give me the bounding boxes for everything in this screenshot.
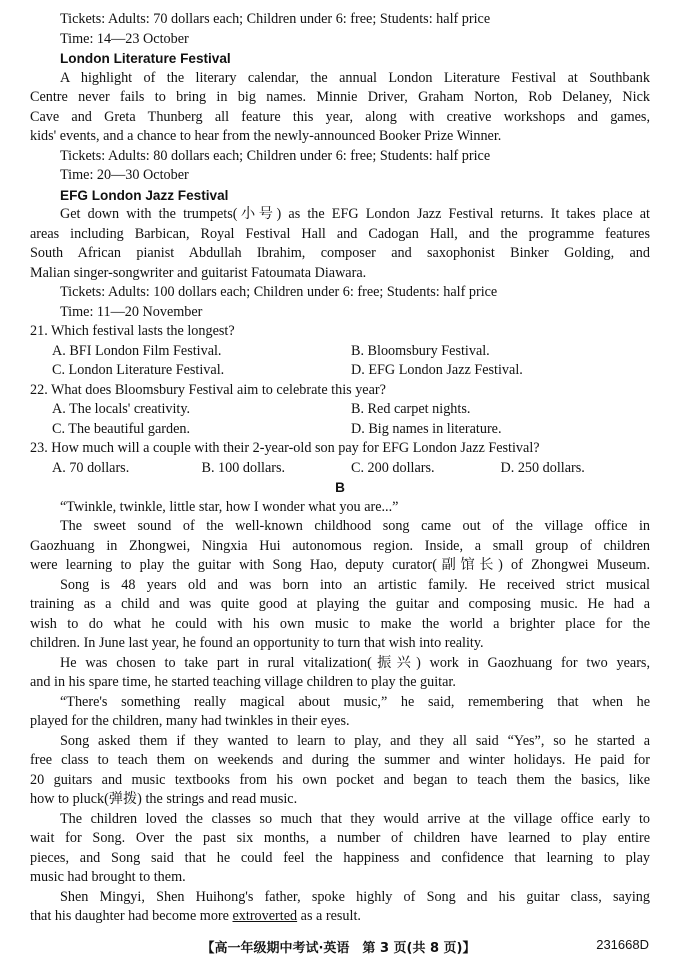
passage-line: “Twinkle, twinkle, little star, how I wonder what you are...” (60, 498, 399, 515)
literature-tickets: Tickets: Adults: 80 dollars each; Children under 6: free; Students: half price (60, 147, 491, 164)
literature-heading: London Literature Festival (60, 51, 231, 66)
passage-line: were learning to play the guitar with Song Hao, deputy curator(副馆长) of Zhongwei Museum. (30, 557, 650, 573)
question-21-options-row (30, 342, 650, 362)
passage-text: that his daughter had become more (30, 908, 233, 924)
option-b[interactable]: B. Bloomsbury Festival. (351, 342, 490, 359)
option-a[interactable]: A. BFI London Film Festival. (52, 342, 222, 359)
option-d[interactable]: D. 250 dollars. (500, 459, 585, 476)
passage-line: how to pluck(弹拨) the strings and read music. (30, 791, 298, 807)
passage-line: wait for Song. Over the past six months, a number of children have learned to play entire (30, 830, 650, 846)
passage-line: Song asked them if they wanted to learn to play, and they all said “Yes”, so he started a (60, 732, 650, 749)
question-23-options-row (30, 459, 650, 479)
footer-page-info: 【高一年级期中考试·英语 第 3 页(共 8 页)】 (201, 941, 476, 956)
bfi-time: Time: 14—23 October (60, 30, 189, 47)
jazz-tickets: Tickets: Adults: 100 dollars each; Children under 6: free; Students: half price (60, 284, 498, 300)
passage-line: “There's something really magical about music,” he said, remembering that when he (60, 693, 650, 710)
question-22-options-row (30, 400, 650, 420)
passage-line: The sweet sound of the well-known childhood song came out of the village office in (60, 518, 650, 534)
jazz-paragraph-line: South African pianist Abdullah Ibrahim, composer and saxophonist Binker Golding, and (30, 245, 650, 261)
question-22-options-row (30, 420, 650, 440)
option-c[interactable]: C. London Literature Festival. (52, 362, 225, 378)
literature-paragraph-line: A highlight of the literary calendar, the annual London Literature Festival at Southbank (60, 69, 650, 86)
option-a[interactable]: A. 70 dollars. (52, 459, 130, 476)
section-b-label: B (335, 480, 345, 495)
passage-line: children. In June last year, he found an opportunity to turn that wish into reality. (30, 635, 484, 651)
passage-line: The children loved the classes so much that they would arrive at the village office early to (60, 810, 650, 827)
passage-line: 20 guitars and music textbooks from his own pocket and began to teach them the basics, like (30, 771, 650, 788)
jazz-paragraph-line: Malian singer-songwriter and guitarist Fatoumata Diawara. (30, 264, 367, 281)
literature-paragraph-line: kids' events, and a chance to hear from the newly-announced Booker Prize Winner. (30, 128, 502, 144)
passage-line: wish to do what he could with his own music to make the world a brighter place for the (30, 615, 650, 632)
bfi-tickets: Tickets: Adults: 70 dollars each; Children under 6: free; Students: half price (60, 11, 491, 27)
page-footer (0, 937, 677, 957)
footer-exam-code: 231668D (596, 937, 649, 952)
passage-line: He was chosen to take part in rural vitalization(振兴) work in Gaozhuang for two years, (60, 654, 650, 671)
jazz-paragraph-line: Get down with the trumpets(小号) as the EFG London Jazz Festival returns. It takes place at (60, 206, 650, 222)
jazz-heading: EFG London Jazz Festival (60, 187, 229, 203)
passage-line: Gaozhuang in Zhongwei, Ningxia Hui autonomous region. Inside, a small group of children (30, 537, 650, 554)
option-c[interactable]: C. The beautiful garden. (52, 420, 191, 437)
jazz-time: Time: 11—20 November (60, 303, 203, 320)
literature-time: Time: 20—30 October (60, 167, 189, 183)
underlined-word: extroverted (232, 908, 298, 924)
option-c[interactable]: C. 200 dollars. (351, 459, 435, 476)
passage-line: played for the children, many had twinkles in their eyes. (30, 713, 350, 729)
jazz-paragraph-line: areas including Barbican, Royal Festival Hall and Cadogan Hall, and the programme features (30, 225, 650, 242)
question-23-stem: 23. How much will a couple with their 2-year-old son pay for EFG London Jazz Festival? (30, 440, 540, 456)
passage-line: and in his spare time, he started teaching village children to play the guitar. (30, 674, 456, 690)
option-d[interactable]: D. Big names in literature. (351, 420, 502, 437)
page-content (30, 10, 650, 927)
passage-line: pieces, and Song said that he could feel the happiness and confidence that learning to play (30, 849, 650, 866)
question-21-options-row (30, 361, 650, 381)
passage-line: Shen Mingyi, Shen Huihong's father, spoke highly of Song and his guitar class, saying (60, 888, 650, 905)
literature-paragraph-line: Centre never fails to bring in big names. Minnie Driver, Graham Norton, Rob Delaney, Nick (30, 89, 650, 105)
passage-line: Song is 48 years old and was born into an artistic family. He received strict musical (60, 576, 650, 593)
question-22-stem: 22. What does Bloomsbury Festival aim to celebrate this year? (30, 381, 386, 398)
passage-line: free class to teach them on weekends and during the summer and winter holidays. He paid for (30, 752, 650, 768)
passage-line: music had brought to them. (30, 869, 186, 885)
passage-text: as a result. (297, 908, 361, 924)
question-21-stem: 21. Which festival lasts the longest? (30, 323, 235, 339)
option-b[interactable]: B. 100 dollars. (201, 459, 286, 476)
passage-line: training as a child and was quite good at playing the guitar and composing music. He had a (30, 596, 650, 612)
option-d[interactable]: D. EFG London Jazz Festival. (351, 362, 523, 378)
option-b[interactable]: B. Red carpet nights. (351, 401, 471, 417)
option-a[interactable]: A. The locals' creativity. (52, 401, 191, 417)
literature-paragraph-line: Cave and Greta Thunberg all feature this year, along with creative workshops and games, (30, 108, 650, 125)
passage-last-line (30, 907, 650, 927)
